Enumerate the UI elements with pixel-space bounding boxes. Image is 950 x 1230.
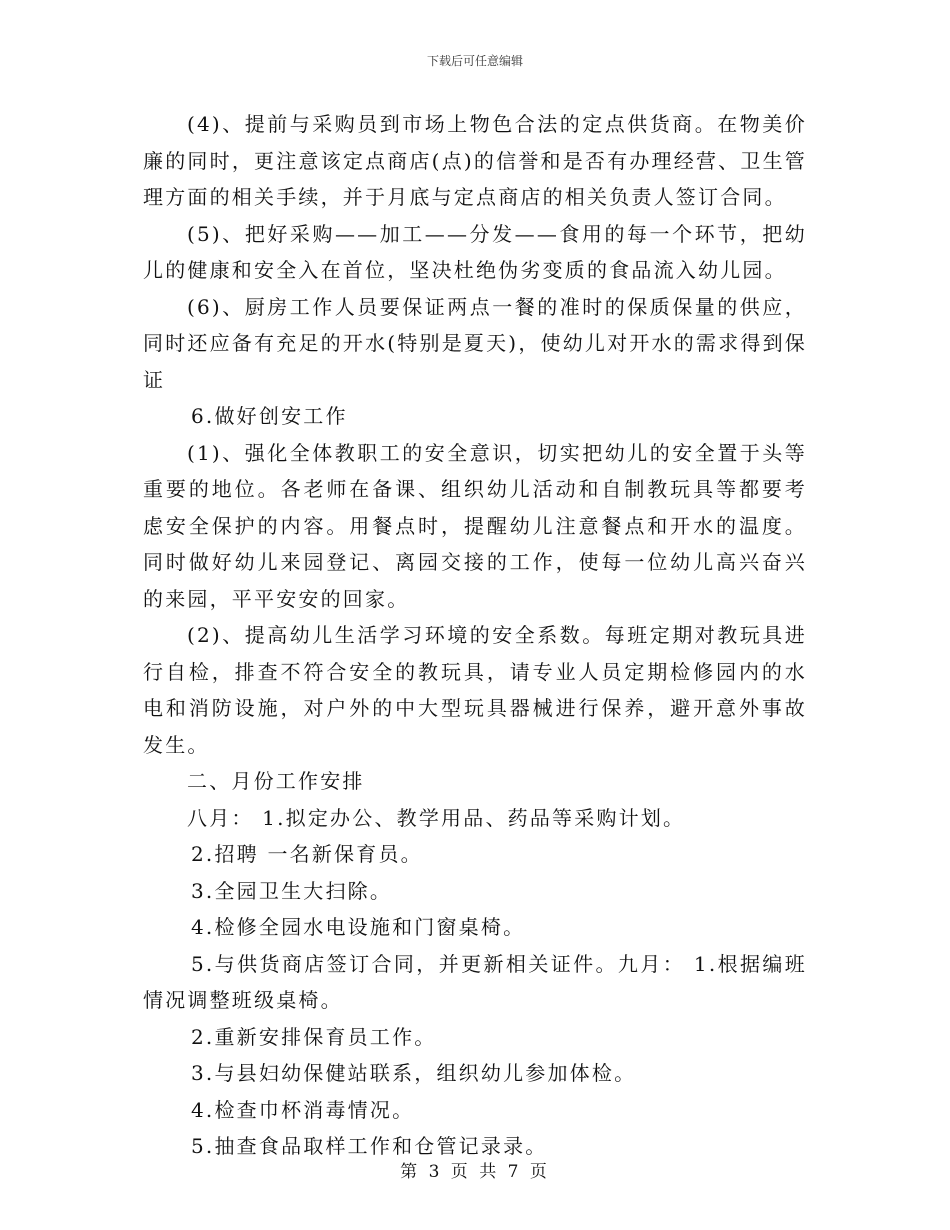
list-item: 4.检查巾杯消毒情况。: [191, 1097, 415, 1122]
page-header: 下载后可任意编辑: [426, 54, 523, 68]
list-item: 3.与县妇幼保健站联系，组织幼儿参加体检。: [191, 1061, 637, 1085]
list-item: 2.招聘 一名新保育员。: [191, 842, 423, 866]
list-item: 八月： 1.拟定办公、教学用品、药品等采购计划。: [187, 805, 686, 830]
document-body: [143, 106, 807, 1165]
page-footer: 第 3 页 共 7 页: [400, 1162, 550, 1182]
section-heading: 6.做好创安工作: [191, 404, 348, 428]
list-item: 3.全园卫生大扫除。: [191, 878, 393, 903]
list-item: 5.抽查食品取样工作和仓管记录录。: [191, 1134, 548, 1158]
paragraph: (5)、把好采购——加工——分发——食用的每一个环节，把幼儿的健康和安全入在首位，坚决杜绝伪劣变质的食品流入幼儿园。: [143, 221, 807, 282]
paragraph: (4)、提前与采购员到市场上物色合法的定点供货商。在物美价廉的同时，更注意该定点商店(点)的信誉和是否有办理经营、卫生管理方面的相关手续，并于月底与定点商店的相关负责人签订合同。: [143, 112, 807, 209]
list-item: 5.与供货商店签订合同，并更新相关证件。九月： 1.根据编班情况调整班级桌椅。: [143, 951, 807, 1012]
list-item: 4.检修全园水电设施和门窗桌椅。: [191, 915, 526, 939]
section-heading: 二、月份工作安排: [187, 769, 365, 793]
paragraph: (1)、强化全体教职工的安全意识，切实把幼儿的安全置于头等重要的地位。各老师在备课、组织幼儿活动和自制教玩具等都要考虑安全保护的内容。用餐点时，提醒幼儿注意餐点和开水的温度。同时做好幼儿来园登记、离园交接的工作，使每一位幼儿高兴奋兴的来园，平平安安的回家。: [143, 440, 807, 611]
list-item: 2.重新安排保育员工作。: [191, 1024, 437, 1049]
paragraph: (6)、厨房工作人员要保证两点一餐的准时的保质保量的供应，同时还应备有充足的开水(特别是夏天)，使幼儿对开水的需求得到保证: [143, 294, 807, 392]
paragraph: (2)、提高幼儿生活学习环境的安全系数。每班定期对教玩具进行自检，排查不符合安全的教玩具，请专业人员定期检修园内的水电和消防设施，对户外的中大型玩具器械进行保养，避开意外事故发生。: [143, 623, 807, 757]
